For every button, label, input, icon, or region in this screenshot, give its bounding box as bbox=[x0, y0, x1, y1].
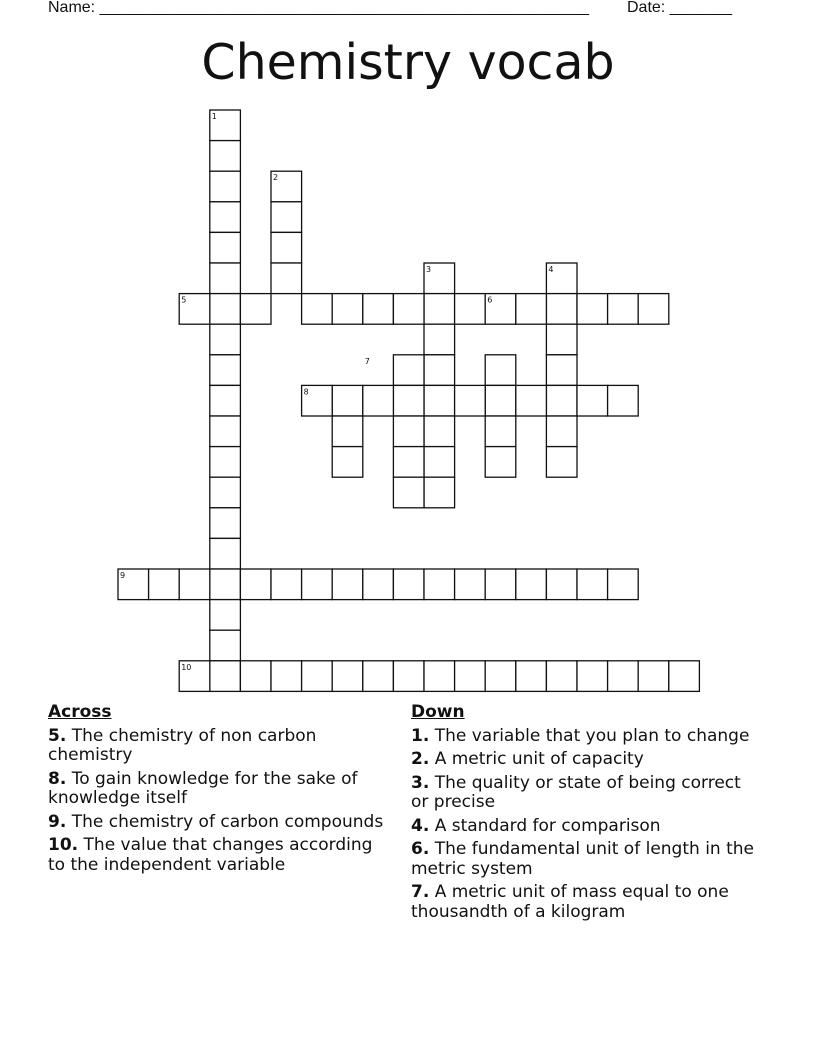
date-field[interactable]: Date: _______ bbox=[627, 0, 732, 16]
down-clue-1 bbox=[411, 727, 761, 747]
grid-cell[interactable] bbox=[210, 263, 241, 294]
down-clue-7 bbox=[411, 883, 761, 922]
grid-cell[interactable] bbox=[363, 661, 394, 692]
grid-cell[interactable] bbox=[210, 202, 241, 233]
grid-cell[interactable] bbox=[638, 294, 669, 325]
grid-cell[interactable] bbox=[393, 416, 424, 447]
grid-cell[interactable] bbox=[363, 569, 394, 600]
grid-cell[interactable] bbox=[424, 355, 455, 386]
grid-cell[interactable] bbox=[210, 416, 241, 447]
grid-cell[interactable] bbox=[240, 569, 271, 600]
clue-text: The value that changes according to the independent variable bbox=[48, 835, 373, 875]
grid-cell[interactable] bbox=[210, 661, 241, 692]
clue-text: A standard for comparison bbox=[429, 815, 661, 836]
grid-cell[interactable] bbox=[455, 661, 486, 692]
clue-text: To gain knowledge for the sake of knowledge itself bbox=[48, 768, 358, 808]
grid-cell[interactable] bbox=[516, 569, 547, 600]
grid-cell[interactable] bbox=[332, 416, 363, 447]
grid-cell[interactable] bbox=[302, 569, 333, 600]
grid-cell[interactable] bbox=[363, 294, 394, 325]
clue-number: 4. bbox=[411, 815, 430, 836]
grid-cell[interactable] bbox=[271, 232, 302, 263]
grid-cell[interactable] bbox=[608, 569, 639, 600]
clue-text: The variable that you plan to change bbox=[429, 725, 750, 746]
down-heading: Down bbox=[411, 702, 465, 722]
clue-number: 7. bbox=[411, 882, 430, 902]
grid-cell[interactable] bbox=[271, 661, 302, 692]
grid-cell[interactable] bbox=[516, 661, 547, 692]
page-title: Chemistry vocab bbox=[201, 34, 615, 91]
grid-cell[interactable] bbox=[669, 661, 700, 692]
grid-cell[interactable] bbox=[455, 569, 486, 600]
grid-cell[interactable] bbox=[485, 569, 516, 600]
clue-text: A metric unit of capacity bbox=[429, 749, 644, 769]
clue-number: 6. bbox=[411, 839, 430, 859]
clue-number-label: 10 bbox=[181, 662, 192, 672]
grid-cell[interactable] bbox=[393, 447, 424, 478]
clue-text: The fundamental unit of length in the metric system bbox=[411, 839, 754, 879]
grid-cell[interactable] bbox=[546, 324, 577, 355]
grid-cell[interactable] bbox=[210, 447, 241, 478]
grid-cell[interactable] bbox=[363, 385, 394, 416]
clue-number: 2. bbox=[411, 749, 430, 769]
across-clue-9 bbox=[48, 813, 393, 833]
grid-cell[interactable] bbox=[210, 508, 241, 539]
grid-cell[interactable] bbox=[546, 385, 577, 416]
clue-number-label: 6 bbox=[487, 295, 493, 305]
clue-text: The chemistry of non carbon chemistry bbox=[48, 725, 317, 765]
grid-cell[interactable] bbox=[302, 661, 333, 692]
grid-cell[interactable] bbox=[455, 385, 486, 416]
grid-cell[interactable] bbox=[608, 661, 639, 692]
grid-cell[interactable] bbox=[210, 232, 241, 263]
grid-cell[interactable] bbox=[332, 661, 363, 692]
grid-cell[interactable] bbox=[546, 447, 577, 478]
clue-number: 1. bbox=[411, 725, 430, 746]
across-clues bbox=[48, 703, 393, 879]
grid-cell[interactable] bbox=[424, 661, 455, 692]
grid-cell[interactable] bbox=[210, 141, 241, 172]
clue-number: 9. bbox=[48, 811, 67, 832]
clue-number-label: 9 bbox=[120, 571, 126, 580]
down-clue-2 bbox=[411, 750, 761, 770]
grid-cell[interactable] bbox=[240, 661, 271, 692]
grid-cell[interactable] bbox=[424, 385, 455, 416]
clue-number: 10. bbox=[48, 835, 79, 855]
grid-cell[interactable] bbox=[332, 569, 363, 600]
clue-number-label: 4 bbox=[548, 265, 554, 274]
grid-cell[interactable] bbox=[638, 661, 669, 692]
across-clue-10 bbox=[48, 836, 393, 875]
clue-number-label: 5 bbox=[181, 295, 187, 305]
grid-cell[interactable] bbox=[485, 661, 516, 692]
grid-cell[interactable] bbox=[179, 569, 210, 600]
grid-cell[interactable] bbox=[424, 569, 455, 600]
grid-cell[interactable] bbox=[240, 294, 271, 325]
across-clue-5 bbox=[48, 727, 393, 766]
grid-cell[interactable] bbox=[485, 416, 516, 447]
grid-cell[interactable] bbox=[424, 324, 455, 355]
grid-cell[interactable] bbox=[302, 294, 333, 325]
clue-number-label: 8 bbox=[303, 387, 309, 397]
grid-cell[interactable] bbox=[393, 294, 424, 325]
grid-cell[interactable] bbox=[149, 569, 180, 600]
clue-number-label: 1 bbox=[211, 112, 217, 121]
clue-number-label: 3 bbox=[426, 265, 432, 274]
grid-cell[interactable] bbox=[210, 324, 241, 355]
grid-cell[interactable] bbox=[271, 263, 302, 294]
grid-cell[interactable] bbox=[332, 385, 363, 416]
grid-cell[interactable] bbox=[577, 294, 608, 325]
grid-cell[interactable] bbox=[424, 294, 455, 325]
grid-cell[interactable] bbox=[608, 294, 639, 325]
grid-cell[interactable] bbox=[577, 661, 608, 692]
clue-number-label: 2 bbox=[273, 173, 279, 183]
grid-cell[interactable] bbox=[210, 385, 241, 416]
down-clue-3 bbox=[411, 774, 761, 813]
clue-text: The chemistry of carbon compounds bbox=[66, 811, 384, 832]
grid-cell[interactable] bbox=[546, 661, 577, 692]
clue-text: A metric unit of mass equal to one thousandth of a kilogram bbox=[411, 882, 729, 922]
grid-cell[interactable] bbox=[393, 355, 424, 386]
grid-cell[interactable] bbox=[485, 355, 516, 386]
clue-number-label: 7 bbox=[364, 356, 370, 366]
grid-cell[interactable] bbox=[332, 294, 363, 325]
grid-cell[interactable] bbox=[546, 416, 577, 447]
grid-cell[interactable] bbox=[485, 447, 516, 478]
grid-cell[interactable] bbox=[393, 661, 424, 692]
grid-cell[interactable] bbox=[210, 569, 241, 600]
down-clue-6 bbox=[411, 840, 761, 879]
across-heading: Across bbox=[48, 702, 112, 722]
grid-cell[interactable] bbox=[424, 447, 455, 478]
grid-cell[interactable] bbox=[393, 569, 424, 600]
grid-cell[interactable] bbox=[210, 630, 241, 661]
grid-cell[interactable] bbox=[332, 447, 363, 478]
grid-cell[interactable] bbox=[210, 355, 241, 386]
clue-number: 5. bbox=[48, 725, 67, 746]
grid-cell[interactable] bbox=[424, 477, 455, 508]
grid-cell[interactable] bbox=[577, 385, 608, 416]
grid-cell[interactable] bbox=[516, 294, 547, 325]
across-clue-8 bbox=[48, 770, 393, 809]
grid-cell[interactable] bbox=[577, 569, 608, 600]
clue-number: 8. bbox=[48, 768, 67, 789]
down-clue-4 bbox=[411, 817, 761, 837]
grid-cell[interactable] bbox=[455, 294, 486, 325]
name-field[interactable]: Name: _______________________________________________________ bbox=[48, 0, 589, 16]
grid-cell[interactable] bbox=[485, 385, 516, 416]
grid-cell[interactable] bbox=[546, 569, 577, 600]
grid-cell[interactable] bbox=[210, 600, 241, 631]
grid-cell[interactable] bbox=[210, 294, 241, 325]
clue-number: 3. bbox=[411, 772, 430, 793]
grid-cell[interactable] bbox=[393, 385, 424, 416]
grid-cell[interactable] bbox=[516, 385, 547, 416]
grid-cell[interactable] bbox=[608, 385, 639, 416]
down-clues bbox=[411, 703, 761, 926]
grid-cell[interactable] bbox=[424, 416, 455, 447]
grid-cell[interactable] bbox=[546, 355, 577, 386]
grid-cell[interactable] bbox=[393, 477, 424, 508]
grid-cell[interactable] bbox=[546, 294, 577, 325]
grid-cell[interactable] bbox=[271, 202, 302, 233]
grid-cell[interactable] bbox=[210, 171, 241, 202]
grid-cell[interactable] bbox=[271, 569, 302, 600]
grid-cell[interactable] bbox=[210, 538, 241, 569]
grid-cell[interactable] bbox=[210, 477, 241, 508]
clue-text: The quality or state of being correct or precise bbox=[411, 772, 741, 812]
